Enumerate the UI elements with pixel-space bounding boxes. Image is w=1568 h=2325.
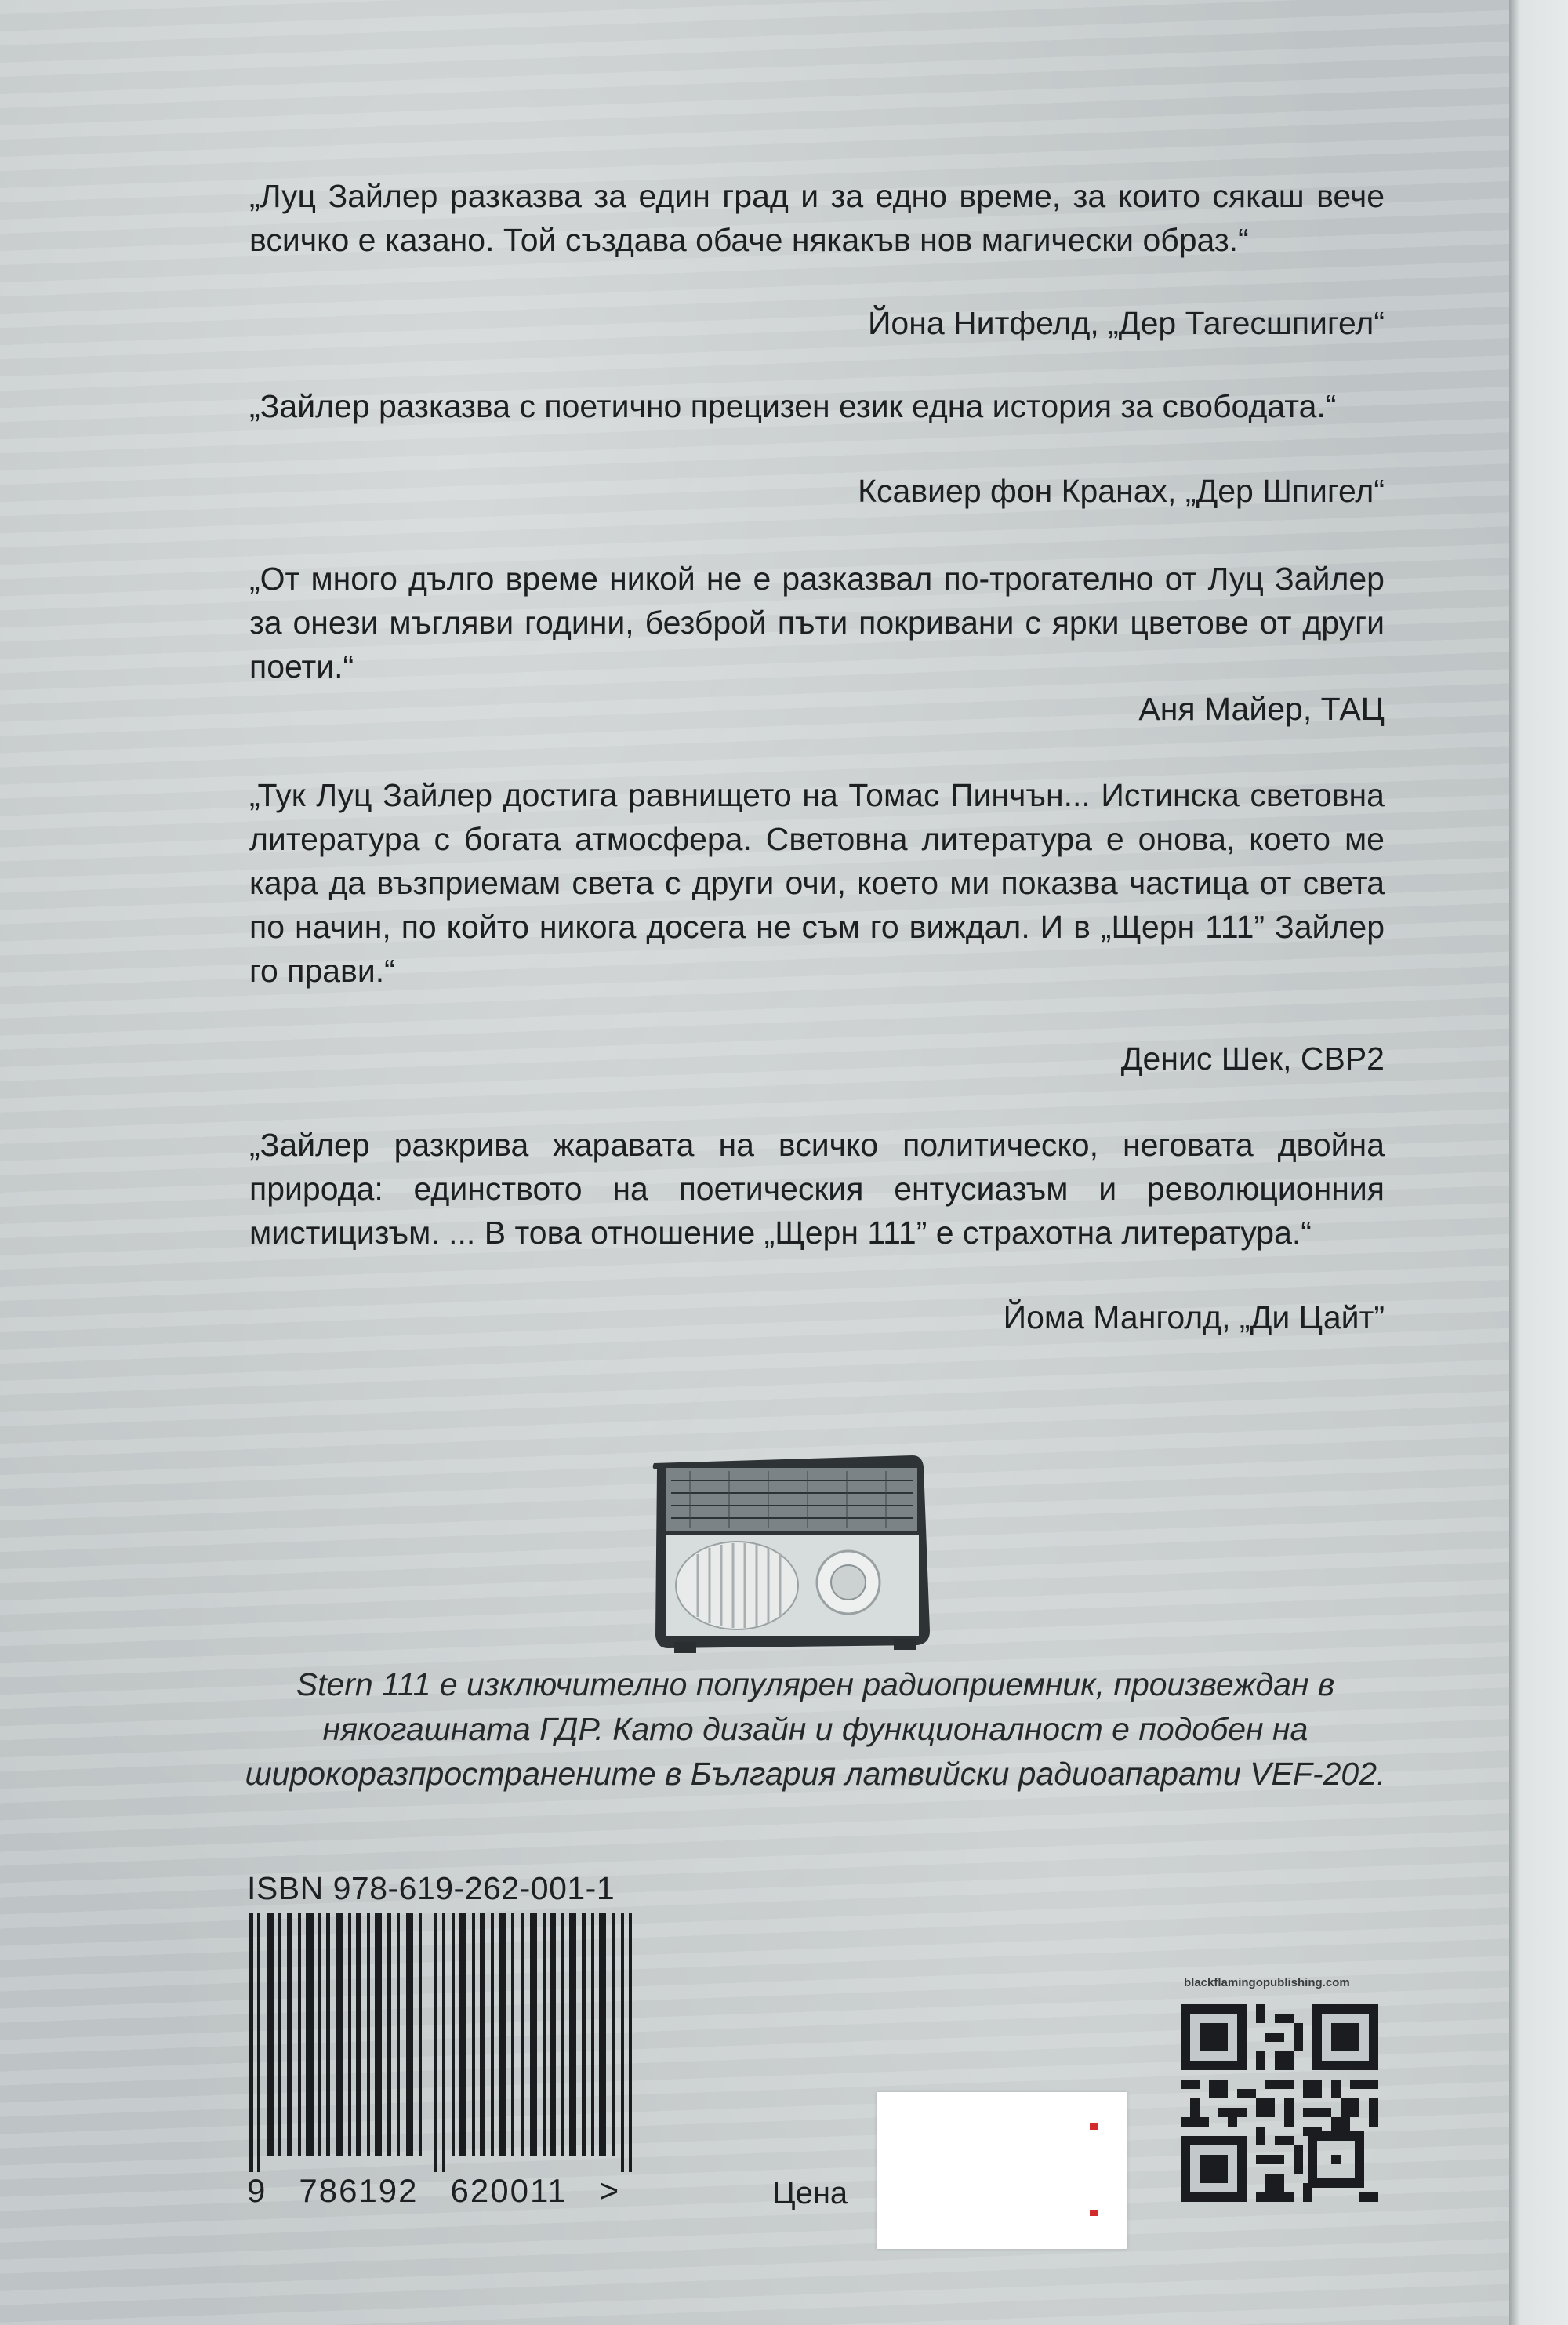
- quote-4-source: Денис Шек, СВР2: [1120, 1041, 1385, 1077]
- sticker-mark: [1090, 2210, 1098, 2216]
- isbn-number: ISBN 978-619-262-001-1: [247, 1870, 615, 1906]
- quote-2: „Зайлер разказва с поетично прецизен език една история за свободата.“: [249, 388, 1337, 424]
- quote-1: „Луц Зайлер разказва за един град и за едно време, за които сякаш вече всичко е казано. Той създава обаче някакъв нов магически образ.“: [249, 178, 1385, 258]
- publisher-website: blackflamingopublishing.com: [1184, 1976, 1350, 1989]
- quote-2-source: Ксавиер фон Кранах, „Дер Шпигел“: [858, 473, 1385, 509]
- sticker-mark: [1090, 2123, 1098, 2130]
- radio-icon: [653, 1455, 930, 1653]
- radio-caption: Stern 111 е изключително популярен радиоприемник, произвеждан в някогашната ГДР. Като дизайн и функционалност е подобен на широкоразпространените в България латвийски радиоапарати VEF-202.: [245, 1666, 1386, 1792]
- barcode: [249, 1913, 648, 2172]
- quote-3-source: Аня Майер, ТАЦ: [1138, 691, 1385, 727]
- quote-5-source: Йома Манголд, „Ди Цайт”: [1003, 1299, 1385, 1335]
- quote-1-source: Йона Нитфелд, „Дер Тагесшпигел“: [867, 305, 1385, 341]
- price-sticker: [877, 2092, 1127, 2249]
- cover-edge: [1509, 0, 1568, 2325]
- quote-3: „От много дълго време никой не е разказвал по-трогателно от Луц Зайлер за онези мъгляви години, безброй пъти покривани с ярки цветове от други поети.“: [249, 561, 1385, 685]
- quote-4: „Тук Луц Зайлер достига равнището на Томас Пинчън... Истинска световна литература с богата атмосфера. Световна литература е онова, което ме кара да възприемам света с други очи, което ми показва частица от света по начин, по който никога досега не съм го виждал. И в „Щерн 111” Зайлер го прави.“: [249, 777, 1385, 989]
- radio-illustration: [643, 1451, 941, 1662]
- barcode-digits: 9 786192 620011 >: [247, 2172, 621, 2209]
- quote-5: „Зайлер разкрива жаравата на всичко политическо, неговата двойна природа: единството на поетическия ентусиазъм и революционния мистицизъм. ... В това отношение „Щерн 111” е страхотна литература.“: [249, 1127, 1385, 1251]
- qr-code: [1181, 2004, 1378, 2202]
- price-label: Цена: [772, 2176, 848, 2211]
